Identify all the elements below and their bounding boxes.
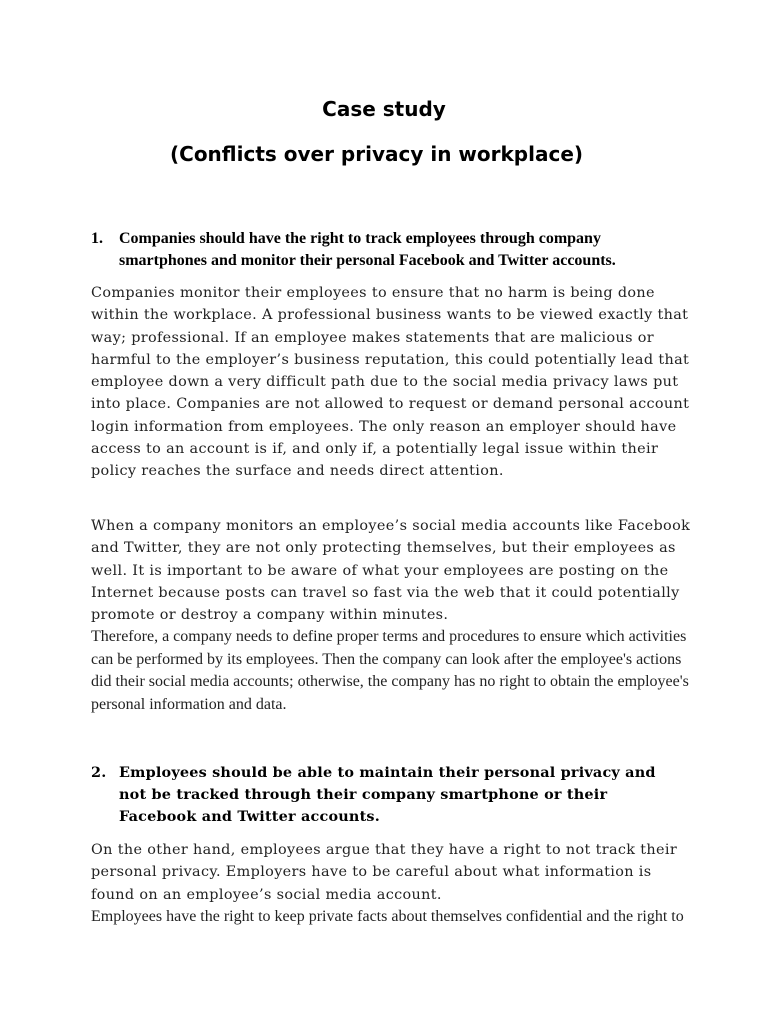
body-paragraph (91, 839, 691, 928)
paragraph-text: Therefore, a company needs to define proper terms and procedures to ensure which activities can be performed by its employees. Then the company can look after the employee's actions did their social media accounts; otherwise, the company has no right to obtain the employee's personal information and data. (91, 628, 689, 713)
paragraph-text: Employees have the right to keep private facts about themselves confidential and the right to (91, 907, 684, 925)
paragraph-text: On the other hand, employees argue that they have a right to not track their personal privacy. Employers have to be careful about what information is found on an employee’s social media account. (91, 842, 678, 903)
section-heading-text: Companies should have the right to track employees through company smartphones and monitor their personal Facebook and Twitter accounts. (119, 230, 616, 269)
section-number: 1. (91, 230, 103, 247)
section-heading-2 (91, 762, 681, 828)
section-heading-text: Employees should be able to maintain their personal privacy and not be tracked through their company smartphone or their Facebook and Twitter accounts. (119, 764, 656, 825)
section-heading-1 (91, 228, 681, 272)
paragraph-text: When a company monitors an employee’s social media accounts like Facebook and Twitter, they are not only protecting themselves, but their employees as well. It is important to be aware of what your employees are posting on the Internet because posts can travel so fast via the web that it could potentially promote or destroy a company within minutes. (91, 518, 691, 624)
section-number: 2. (91, 764, 107, 781)
document-title: Case study (322, 97, 446, 121)
body-paragraph (91, 515, 691, 716)
document-subtitle: (Conflicts over privacy in workplace) (170, 142, 584, 166)
body-paragraph: Companies monitor their employees to ensure that no harm is being done within the workplace. A professional business wants to be viewed exactly that way; professional. If an employee makes statements that are malicious or harmful to the employer’s business reputation, this could potentially lead that employee down a very difficult path due to the social media privacy laws put into place. Companies are not allowed to request or demand personal account login information from employees. The only reason an employer should have access to an account is if, and only if, a potentially legal issue within their policy reaches the surface and needs direct attention. (91, 285, 690, 480)
